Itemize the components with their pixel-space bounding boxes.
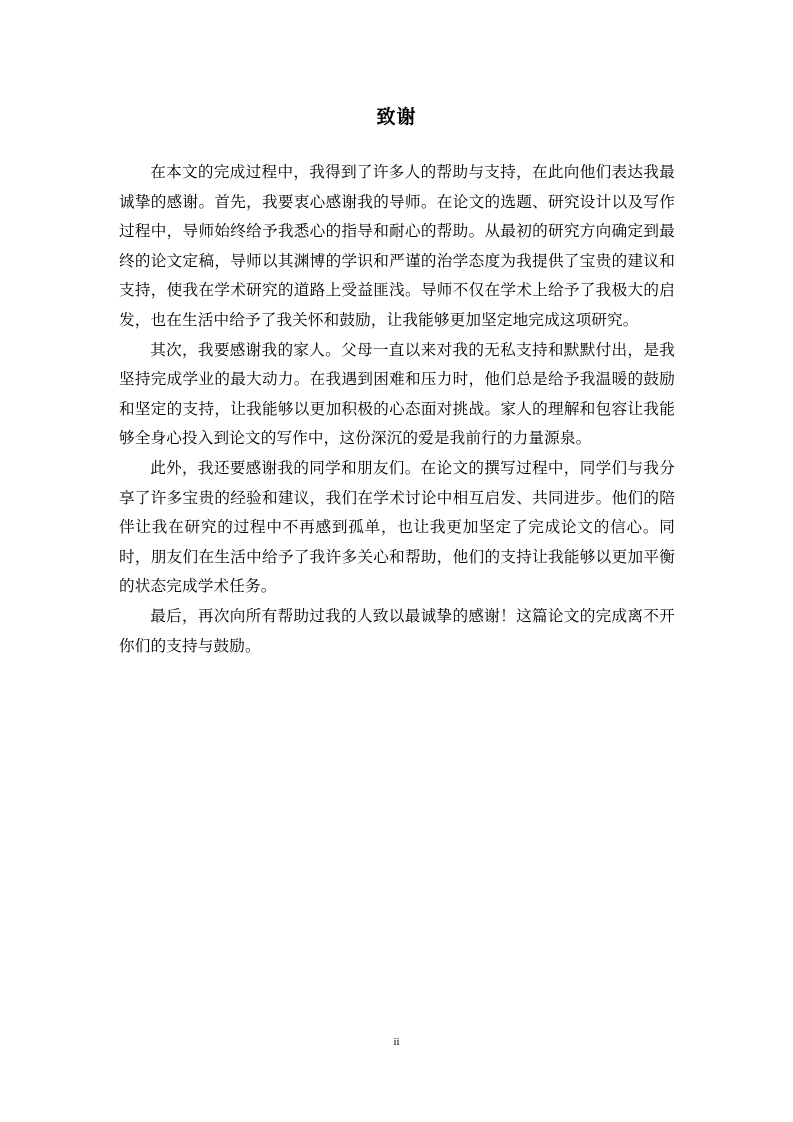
paragraph-advisor: 在本文的完成过程中，我得到了许多人的帮助与支持，在此向他们表达我最诚挚的感谢。首先，我要衷心感谢我的导师。在论文的选题、研究设计以及写作过程中，导师始终给予我悉心的指导和耐心的帮助。从最初的研究方向确定到最终的论文定稿，导师以其渊博的学识和严谨的治学态度为我提供了宝贵的建议和支持，使我在学术研究的道路上受益匪浅。导师不仅在学术上给予了我极大的启发，也在生活中给予了我关怀和鼓励，让我能够更加坚定地完成这项研究。 bbox=[119, 163, 675, 329]
page-title: 致谢 bbox=[376, 106, 417, 128]
page-number: ii bbox=[393, 1036, 400, 1048]
paragraph-closing: 最后，再次向所有帮助过我的人致以最诚挚的感谢！这篇论文的完成离不开你们的支持与鼓励。 bbox=[119, 606, 675, 655]
acknowledgement-body bbox=[119, 158, 675, 661]
paragraph-family: 其次，我要感谢我的家人。父母一直以来对我的无私支持和默默付出，是我坚持完成学业的最大动力。在我遇到困难和压力时，他们总是给予我温暖的鼓励和坚定的支持，让我能够以更加积极的心态面对挑战。家人的理解和包容让我能够全身心投入到论文的写作中，这份深沉的爱是我前行的力量源泉。 bbox=[119, 340, 675, 448]
paragraph-friends: 此外，我还要感谢我的同学和朋友们。在论文的撰写过程中，同学们与我分享了许多宝贵的经验和建议，我们在学术讨论中相互启发、共同进步。他们的陪伴让我在研究的过程中不再感到孤单，也让我更加坚定了完成论文的信心。同时，朋友们在生活中给予了我许多关心和帮助，他们的支持让我能够以更加平衡的状态完成学术任务。 bbox=[119, 458, 675, 596]
